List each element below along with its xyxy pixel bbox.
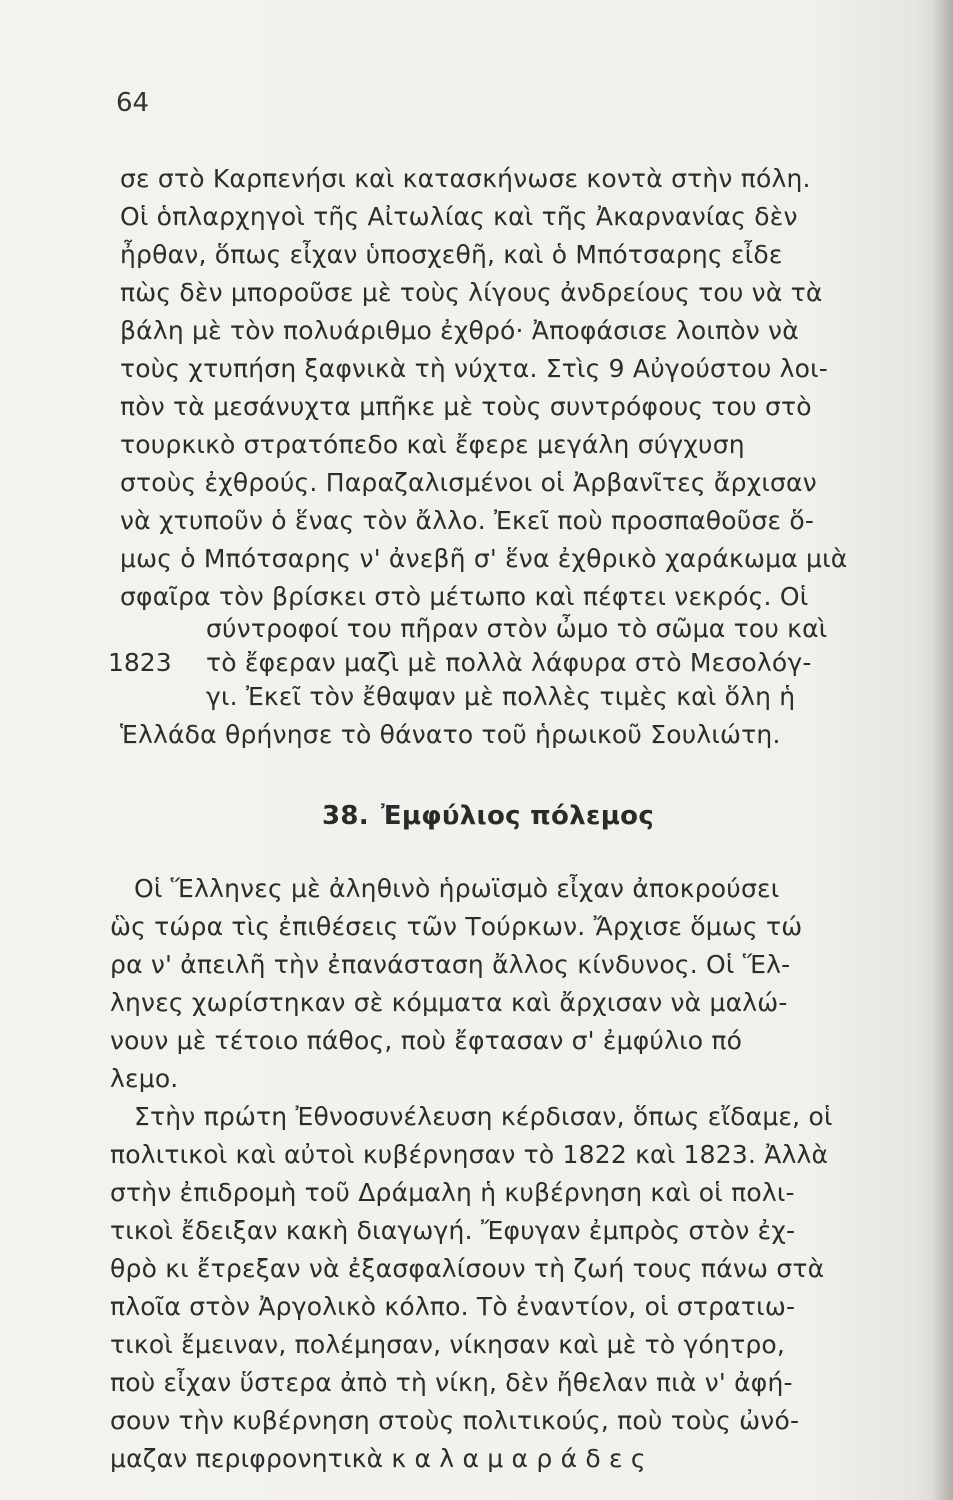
text-line: σουν τὴν κυβέρνηση στοὺς πολιτικούς, ποὺ τοὺς ὠνό-: [110, 1406, 800, 1435]
text-line: τὸ ἔφεραν μαζὶ μὲ πολλὰ λάφυρα στὸ Μεσολόγ-: [206, 648, 812, 677]
text-line: τουρκικὸ στρατόπεδο καὶ ἔφερε μεγάλη σύγχυση: [120, 430, 745, 459]
text-line: Οἱ ὁπλαρχηγοὶ τῆς Αἰτωλίας καὶ τῆς Ἀκαρνανίας δὲν: [120, 202, 798, 231]
text-line: τικοὶ ἔμειναν, πολέμησαν, νίκησαν καὶ μὲ τὸ γόητρο,: [110, 1330, 786, 1359]
text-line: ρα ν' ἀπειλῆ τὴν ἐπανάσταση ἄλλος κίνδυνος. Οἱ Ἕλ-: [110, 950, 791, 979]
text-line: μως ὁ Μπότσαρης ν' ἀνεβῆ σ' ἕνα ἐχθρικὸ χαράκωμα μιὰ: [120, 544, 848, 573]
text-line: στοὺς ἐχθρούς. Παραζαλισμένοι οἱ Ἀρβανῖτες ἄρχισαν: [120, 468, 817, 497]
text-line: Στὴν πρώτη Ἐθνοσυνέλευση κέρδισαν, ὅπως εἴδαμε, οἱ: [134, 1102, 833, 1131]
text-line: πλοῖα στὸν Ἀργολικὸ κόλπο. Τὸ ἐναντίον, οἱ στρατιω-: [110, 1292, 796, 1321]
text-line: πὸν τὰ μεσάνυχτα μπῆκε μὲ τοὺς συντρόφους του στὸ: [120, 392, 812, 421]
text-line: τικοὶ ἔδειξαν κακὴ διαγωγή. Ἔφυγαν ἐμπρὸς στὸν ἐχ-: [110, 1216, 796, 1245]
section-number: 38.: [322, 801, 369, 831]
text-line: πολιτικοὶ καὶ αὐτοὶ κυβέρνησαν τὸ 1822 καὶ 1823. Ἀλλὰ: [110, 1140, 829, 1169]
text-line: βάλη μὲ τὸν πολυάριθμο ἐχθρό· Ἀποφάσισε λοιπὸν νὰ: [120, 316, 799, 345]
marginal-year: 1823: [108, 648, 172, 677]
text-line: γι. Ἐκεῖ τὸν ἔθαψαν μὲ πολλὲς τιμὲς καὶ ὅλη ἡ: [206, 682, 796, 711]
text-line: σφαῖρα τὸν βρίσκει στὸ μέτωπο καὶ πέφτει νεκρός. Οἱ: [120, 582, 809, 611]
page-number: 64: [116, 88, 150, 118]
text-line: λεμο.: [110, 1064, 179, 1093]
section-heading: [322, 800, 654, 832]
text-line: πὼς δὲν μποροῦσε μὲ τοὺς λίγους ἀνδρείους του νὰ τὰ: [120, 278, 823, 307]
text-line: Ἑλλάδα θρήνησε τὸ θάνατο τοῦ ἡρωικοῦ Σουλιώτη.: [120, 720, 781, 749]
text-line: σε στὸ Καρπενήσι καὶ κατασκήνωσε κοντὰ στὴν πόλη.: [120, 164, 811, 193]
text-line: σύντροφοί του πῆραν στὸν ὦμο τὸ σῶμα του καὶ: [206, 614, 828, 643]
section-title: Ἐμφύλιος πόλεμος: [380, 801, 655, 831]
text-line: μαζαν περιφρονητικὰ κ α λ α μ α ρ ά δ ε ς: [110, 1444, 646, 1473]
text-line: νουν μὲ τέτοιο πάθος, ποὺ ἔφτασαν σ' ἐμφύλιο πό: [110, 1026, 743, 1055]
text-line: Οἱ Ἕλληνες μὲ ἀληθινὸ ἡρωϊσμὸ εἶχαν ἀποκρούσει: [134, 874, 780, 903]
text-line: τοὺς χτυπήση ξαφνικὰ τὴ νύχτα. Στὶς 9 Αὐγούστου λοι-: [120, 354, 829, 383]
text-line: ληνες χωρίστηκαν σὲ κόμματα καὶ ἄρχισαν νὰ μαλώ-: [110, 988, 788, 1017]
text-line: ποὺ εἶχαν ὕστερα ἀπὸ τὴ νίκη, δὲν ἤθελαν πιὰ ν' ἀφή-: [110, 1368, 793, 1397]
page-edge-shadow: [931, 0, 953, 1500]
text-line: νὰ χτυποῦν ὁ ἕνας τὸν ἄλλο. Ἐκεῖ ποὺ προσπαθοῦσε ὅ-: [120, 506, 815, 535]
text-line: ἦρθαν, ὅπως εἶχαν ὑποσχεθῆ, καὶ ὁ Μπότσαρης εἶδε: [120, 240, 783, 269]
text-line: στὴν ἐπιδρομὴ τοῦ Δράμαλη ἡ κυβέρνηση καὶ οἱ πολι-: [110, 1178, 795, 1207]
text-line: ὣς τώρα τὶς ἐπιθέσεις τῶν Τούρκων. Ἄρχισε ὅμως τώ: [110, 912, 803, 941]
text-line: θρὸ κι ἔτρεξαν νὰ ἐξασφαλίσουν τὴ ζωή τους πάνω στὰ: [110, 1254, 825, 1283]
